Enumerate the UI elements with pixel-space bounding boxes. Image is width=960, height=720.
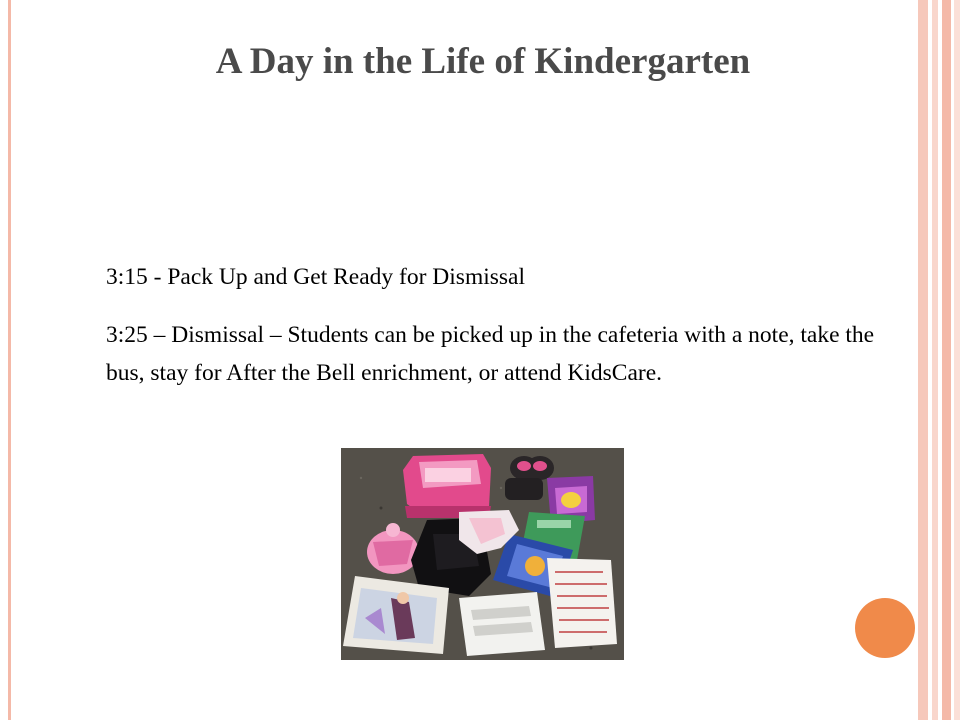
schedule-item-dismissal: 3:25 – Dismissal – Students can be picked up in the cafeteria with a note, take the bus, stay for After the Bell enrichment, or attend KidsCare.	[106, 322, 875, 386]
dismissal-items-photo	[341, 448, 624, 660]
slide-right-stripes	[918, 0, 960, 720]
schedule-item-pack-up: 3:15 - Pack Up and Get Ready for Dismissal	[106, 264, 526, 290]
decorative-orange-circle	[855, 598, 915, 658]
slide-title: A Day in the Life of Kindergarten	[215, 41, 751, 82]
slide-left-border	[8, 0, 11, 720]
slide-body	[106, 258, 896, 392]
